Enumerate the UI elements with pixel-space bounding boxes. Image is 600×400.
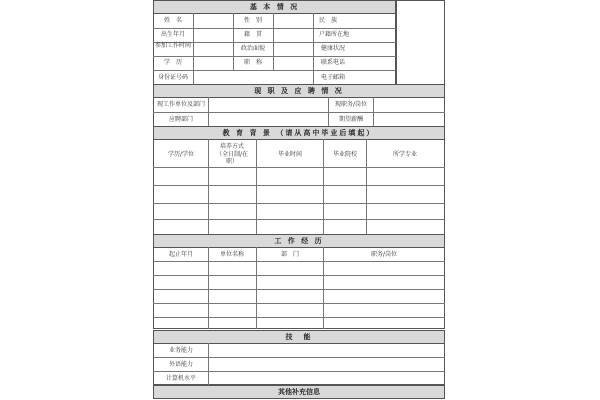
basic-info-grid — [153, 13, 396, 85]
col-work-dept: 部 门 — [280, 251, 300, 258]
label-apply-dept: 应聘部门 — [168, 116, 194, 123]
label-business-skill: 业务能力 — [168, 347, 194, 354]
label-computer-skill: 计算机水平 — [165, 375, 197, 382]
label-work-start: 参加工作时间 — [155, 42, 192, 49]
label-ethnicity: 民 族 — [318, 17, 338, 24]
label-gender: 性 别 — [243, 17, 263, 24]
section-header-other: 其他补充信息 — [153, 385, 445, 399]
col-education-grad-time: 毕业时间 — [277, 151, 303, 158]
label-political-status: 政治面貌 — [240, 45, 266, 52]
col-work-post: 职务/岗位 — [370, 251, 398, 258]
label-title: 职 称 — [243, 59, 263, 66]
label-email: 电子邮箱 — [320, 74, 346, 81]
label-current-post: 现职务/岗位 — [334, 101, 368, 108]
application-form — [153, 0, 445, 400]
label-hukou: 户籍所在地 — [318, 31, 350, 38]
label-phone: 联系电话 — [320, 59, 346, 66]
col-education-mode: 培养方式 — [219, 143, 245, 150]
section-header-basic: 基 本 情 况 — [153, 0, 396, 14]
label-name: 姓 名 — [163, 17, 183, 24]
photo-box[interactable] — [396, 0, 445, 85]
label-native-place: 籍 贯 — [243, 31, 263, 38]
section-header-education: 教 育 背 景 （请从高中毕业后填起） — [153, 126, 445, 140]
section-header-skills: 技 能 — [153, 330, 445, 344]
label-id-number: 身份证号码 — [157, 74, 189, 81]
skills-table — [153, 343, 445, 385]
label-health: 健康状况 — [320, 45, 346, 52]
col-education-school: 毕业院校 — [332, 151, 358, 158]
section-header-work: 工 作 经 历 — [153, 234, 445, 248]
col-education-degree: 学历/学位 — [167, 151, 195, 158]
label-birth: 出生年月 — [160, 31, 186, 38]
section-header-job: 现 职 及 应 聘 情 况 — [153, 84, 445, 98]
label-salary: 期望薪酬 — [338, 116, 364, 123]
label-language-skill: 外语能力 — [168, 361, 194, 368]
label-degree: 学 历 — [163, 59, 183, 66]
label-current-unit: 现工作单位及部门 — [156, 101, 206, 108]
col-education-mode-sub: （全日制/在职） — [215, 151, 249, 165]
col-work-unit: 单位名称 — [219, 251, 245, 258]
col-work-period: 起止年月 — [168, 251, 194, 258]
col-education-major: 所学专业 — [392, 151, 418, 158]
